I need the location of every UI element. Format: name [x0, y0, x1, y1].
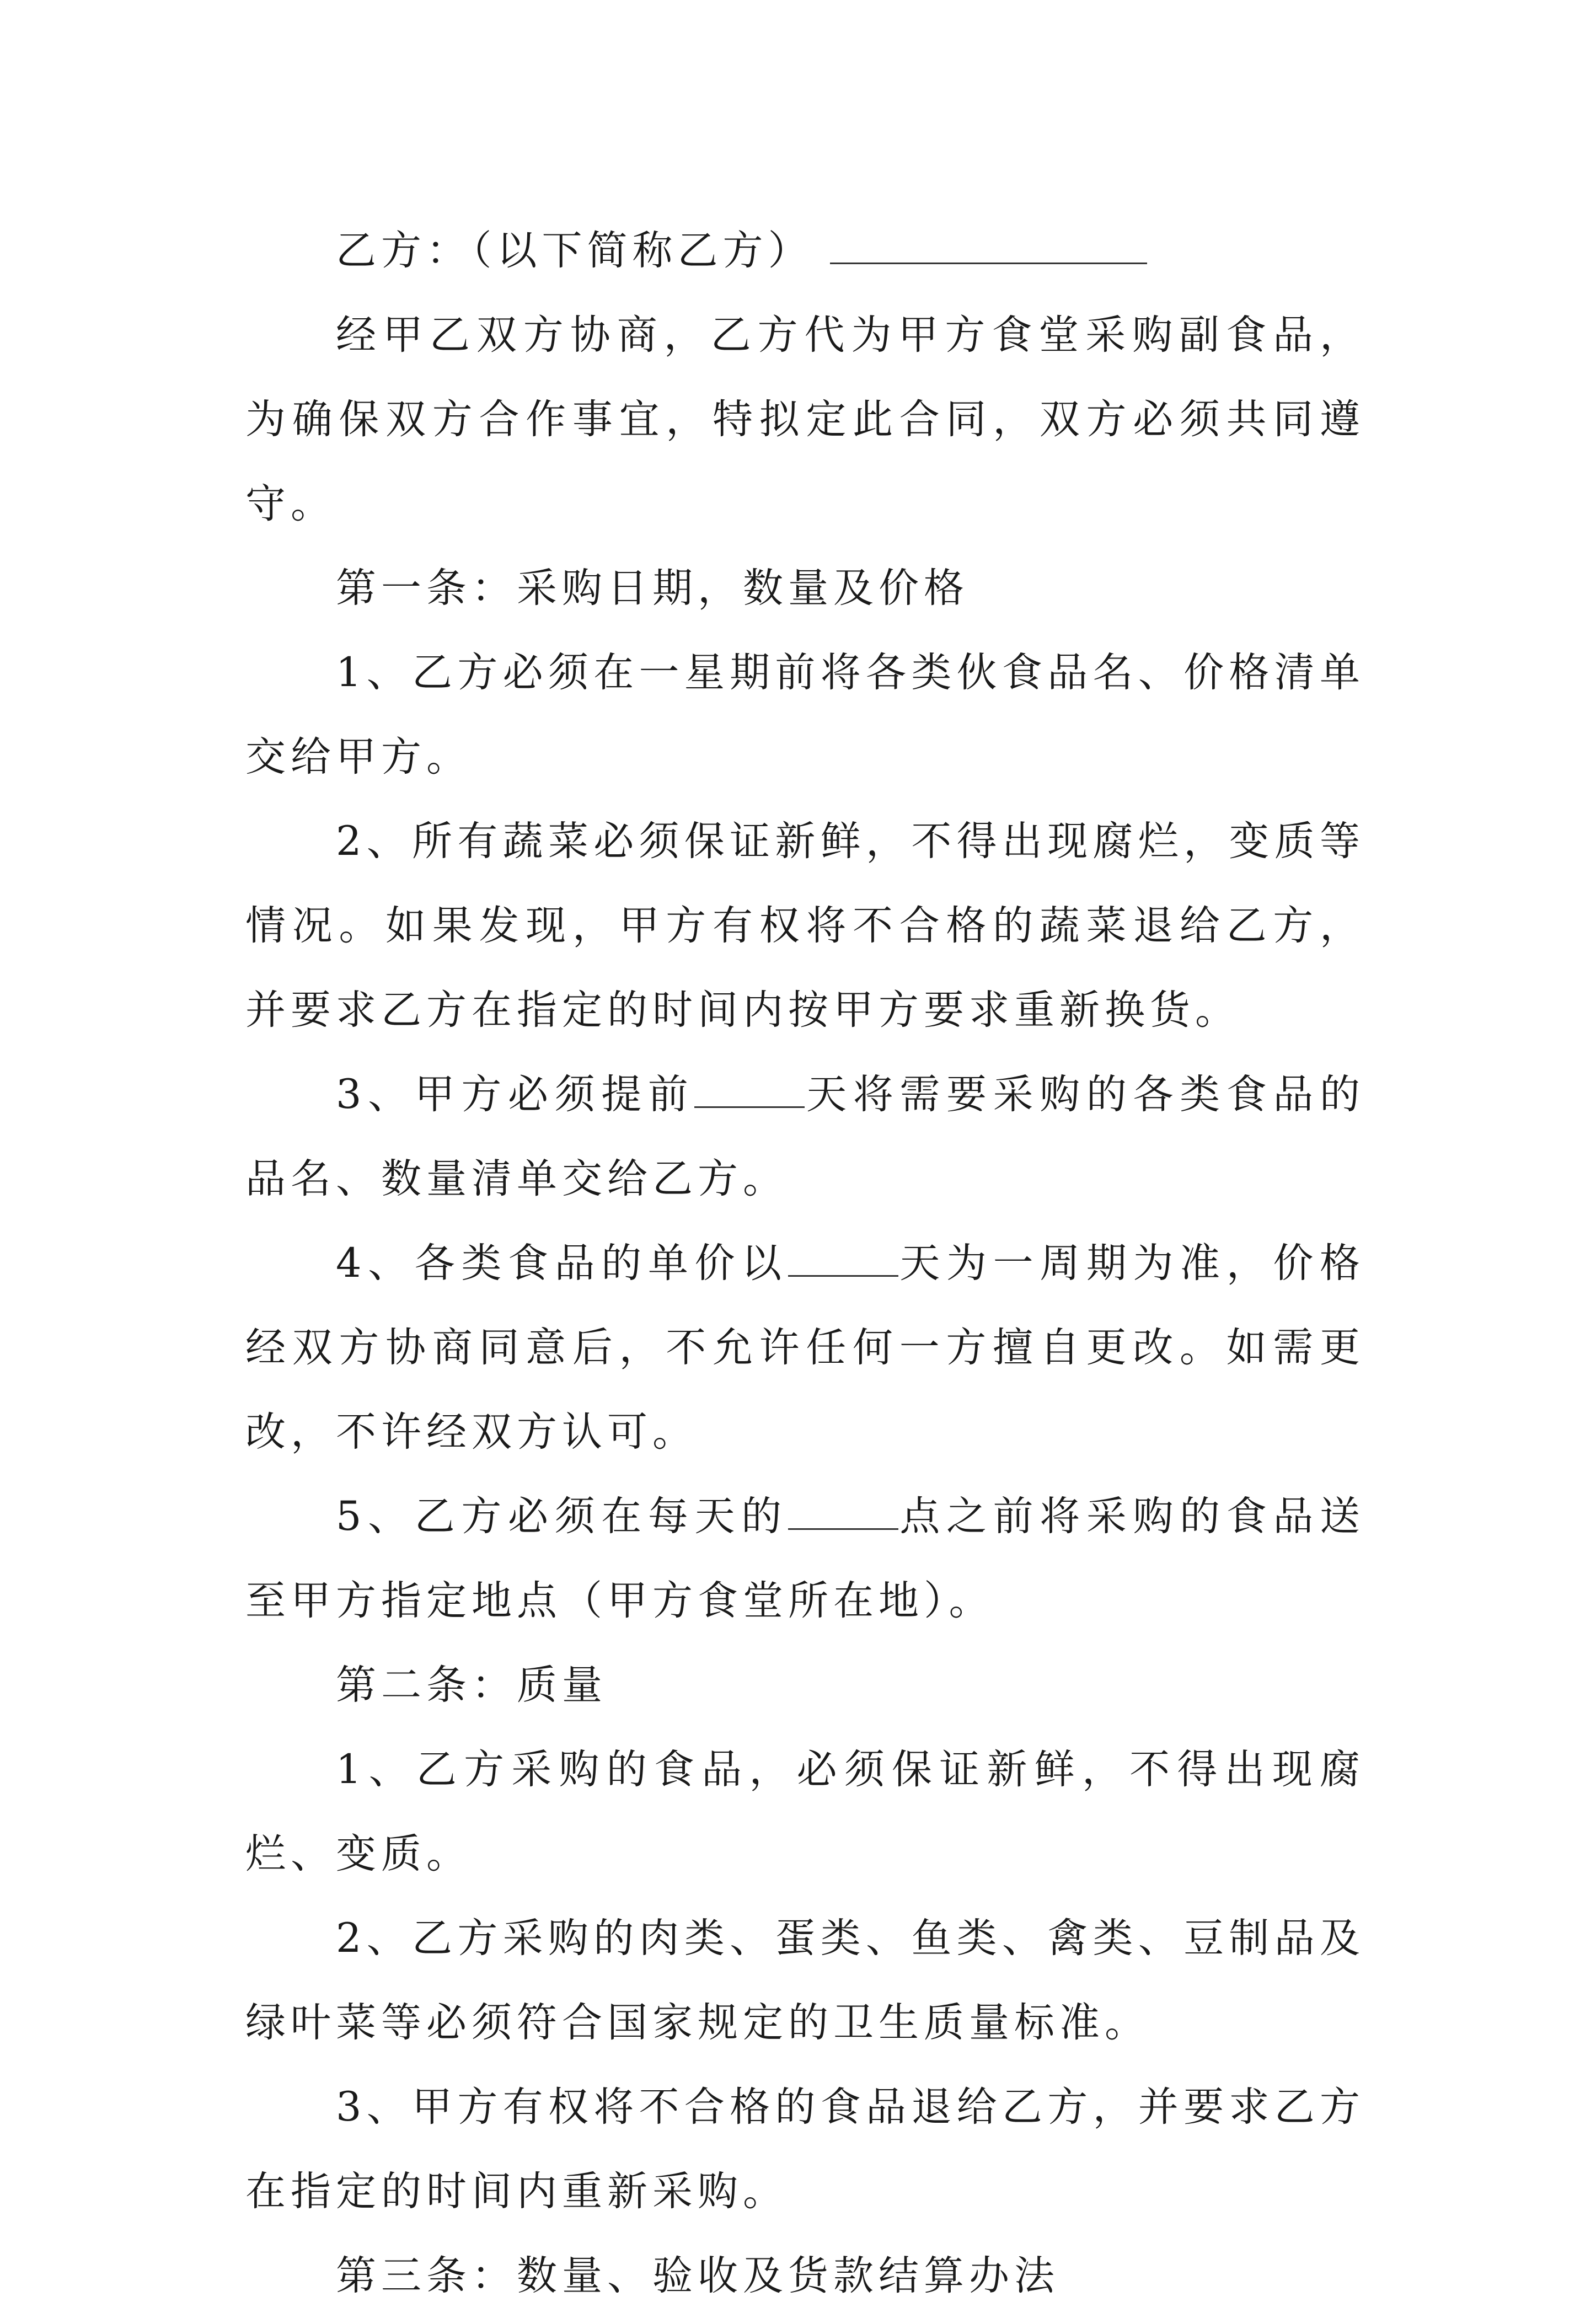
article-1-item-4-after: 天为一周期为准，价格经双方协商同意后，不允许任何一方擅自更改。如需更改，不许经双方认可。 [245, 1240, 1365, 1455]
intro-paragraph: 经甲乙双方协商，乙方代为甲方食堂采购副食品，为确保双方合作事宜，特拟定此合同，双方必须共同遵守。 [245, 312, 1365, 527]
days-advance-blank [694, 1074, 805, 1108]
article-2-item-1: 1、乙方采购的食品，必须保证新鲜，不得出现腐烂、变质。 [245, 1746, 1365, 1877]
article-1-item-4 [245, 1221, 1365, 1474]
article-1-item-3-before: 3、甲方必须提前 [336, 1071, 695, 1118]
article-1-item-5-before: 5、乙方必须在每天的 [336, 1493, 788, 1540]
article-1-item-5-after: 点之前将采购的食品送至甲方指定地点（甲方食堂所在地）。 [245, 1493, 1365, 1624]
delivery-time-blank [788, 1496, 898, 1530]
party-b-label: 乙方：（以下简称乙方） [336, 227, 813, 274]
party-b-blank [830, 231, 1147, 264]
article-1-item-1: 1、乙方必须在一星期前将各类伙食品名、价格清单交给甲方。 [245, 649, 1365, 780]
article-3-title: 第三条：数量、验收及货款结算办法 [336, 2252, 1059, 2299]
article-1-title: 第一条：采购日期，数量及价格 [336, 565, 969, 612]
article-1-item-3 [245, 1052, 1365, 1221]
article-1-item-2: 2、所有蔬菜必须保证新鲜，不得出现腐烂，变质等情况。如果发现，甲方有权将不合格的蔬菜退给乙方，并要求乙方在指定的时间内按甲方要求重新换货。 [245, 818, 1365, 1034]
article-2-item-2: 2、乙方采购的肉类、蛋类、鱼类、禽类、豆制品及绿叶菜等必须符合国家规定的卫生质量标准。 [245, 1915, 1365, 2046]
article-1-item-5 [245, 1474, 1365, 1643]
party-b-line [245, 208, 1365, 293]
article-1-item-4-before: 4、各类食品的单价以 [336, 1240, 788, 1287]
article-1-item-3-after: 天将需要采购的各类食品的品名、数量清单交给乙方。 [245, 1071, 1365, 1202]
article-2-title: 第二条：质量 [336, 1662, 607, 1709]
article-2-item-3: 3、甲方有权将不合格的食品退给乙方，并要求乙方在指定的时间内重新采购。 [245, 2084, 1365, 2215]
contract-body [245, 208, 1365, 2318]
price-period-blank [788, 1243, 898, 1277]
